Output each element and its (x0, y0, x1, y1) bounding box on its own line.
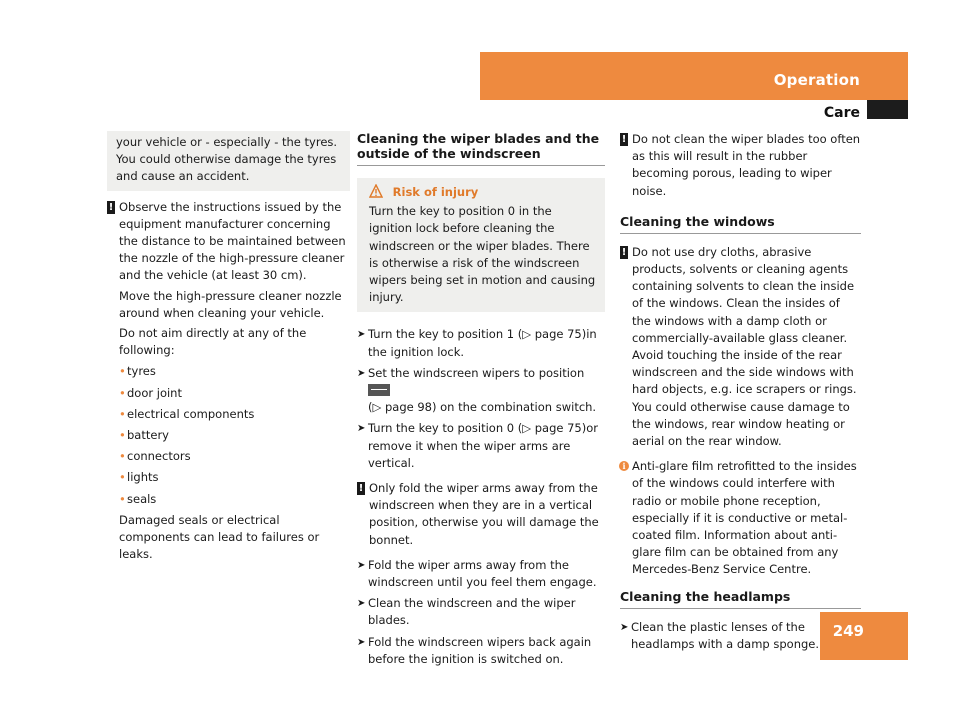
list-item (107, 385, 350, 402)
do-not-text: Do not aim directly at any of the following: (119, 326, 307, 358)
box-text: your vehicle or - especially - the tyres. You could otherwise damage the tyres and cause an accident. (116, 135, 338, 184)
list-item-label: door joint (127, 385, 182, 400)
bullet-icon: • (119, 428, 126, 443)
list-item-label: connectors (127, 449, 191, 464)
move-text: Move the high-pressure cleaner nozzle around when cleaning your vehicle. (119, 288, 342, 320)
arrow-icon: ➤ (357, 598, 366, 610)
section-heading: Cleaning the windows (620, 214, 861, 234)
steps-2 (357, 557, 605, 668)
note-text: Do not use dry cloths, abrasive products, solvents or cleaning agents containing solvents to clean the inside of the windows. Clean the insides of the windows with a damp cloth or commercially-available glass cleaner. Avoid touching the inside of the rear windscreen and the side windows with hard objects, e.g. ice scrapers or rings. You could otherwise cause damage to the windows, rear window heating or aerial on the rear window. (632, 244, 857, 449)
warning-triangle-icon (369, 184, 383, 198)
info-note (620, 458, 861, 578)
arrow-icon: ➤ (357, 367, 366, 379)
note-text: Observe the instructions issued by the equipment manufacturer concerning the distance to be maintained between the nozzle of the high-pressure cleaner and the vehicle (at least 30 cm). (119, 199, 346, 283)
chapter-marker (867, 100, 908, 119)
arrow-icon: ➤ (357, 559, 366, 571)
column-1 (107, 131, 350, 563)
exclamation-icon: ! (621, 134, 627, 145)
bullet-list (107, 363, 350, 507)
step-text: Clean the plastic lenses of the headlamps with a damp sponge. (631, 619, 820, 651)
exclamation-icon: ! (358, 483, 364, 495)
list-item-label: lights (127, 470, 159, 485)
list-item (107, 491, 350, 508)
step-text: Set the windscreen wipers to position (368, 365, 585, 380)
step-item (357, 365, 605, 417)
section-tab (480, 52, 908, 100)
exclamation-icon: ! (621, 246, 627, 258)
wiper-off-icon (368, 384, 390, 396)
list-item (107, 363, 350, 380)
warning-box (357, 178, 605, 312)
arrow-icon: ➤ (357, 329, 366, 341)
arrow-icon: ➤ (357, 423, 366, 435)
subsection-title: Care (823, 105, 860, 121)
section-heading: Cleaning the headlamps (620, 589, 861, 609)
list-item-label: seals (127, 491, 157, 506)
list-item (107, 427, 350, 444)
arrow-icon: ➤ (620, 621, 629, 633)
section-heading: Cleaning the wiper blades and the outside of the windscreen (357, 131, 605, 166)
step-text: Clean the windscreen and the wiper blades. (368, 596, 576, 628)
exclamation-icon: ! (108, 201, 114, 213)
caution-note (357, 480, 605, 549)
step-text: Fold the wiper arms away from the windscreen until you feel them engage. (368, 557, 597, 590)
list-item-label: electrical components (127, 406, 255, 421)
step-text: Turn the key to position 1 (▷ page 75)in the ignition lock. (368, 327, 597, 359)
step-item (357, 557, 605, 591)
warning-title: Risk of injury (392, 185, 479, 199)
bullet-icon: • (119, 406, 126, 421)
step-text-cont: (▷ page 98) on the combination switch. (368, 400, 597, 415)
step-text: Turn the key to position 0 (▷ page 75)or remove it when the wiper arms are vertical. (368, 421, 598, 470)
step-item (357, 420, 605, 472)
bullet-icon: • (119, 364, 126, 379)
caution-note (620, 131, 861, 200)
page-number-box (820, 612, 908, 660)
arrow-icon: ➤ (357, 636, 366, 648)
list-item-label: tyres (127, 364, 156, 379)
bullet-icon: • (119, 491, 126, 506)
warning-text: Turn the key to position 0 in the ignition lock before cleaning the windscreen or the wiper blades. There is otherwise a risk of the windscreen wipers being set in motion and causing injury. (369, 204, 596, 305)
warning-continuation-box (107, 131, 350, 191)
step-text: Fold the windscreen wipers back again before the ignition is switched on. (368, 634, 592, 666)
bullet-icon: • (119, 385, 126, 400)
list-item (107, 448, 350, 465)
note-text: Only fold the wiper arms away from the windscreen when they are in a vertical position, otherwise you will damage the bonnet. (369, 481, 599, 547)
note-text: Do not clean the wiper blades too often as this will result in the rubber becoming porous, leading to wiper noise. (632, 132, 861, 198)
list-item (107, 406, 350, 423)
damaged-text: Damaged seals or electrical components can lead to failures or leaks. (119, 512, 320, 562)
info-text: Anti-glare film retrofitted to the insides of the windows could interfere with radio or mobile phone reception, especially if it is conductive or metal-coated film. Information about anti-glare film can be obtained from any Mercedes-Benz Service Centre. (632, 459, 857, 577)
column-2 (357, 131, 605, 668)
steps-1 (357, 326, 605, 472)
page-number: 249 (832, 622, 864, 640)
list-item (107, 469, 350, 486)
section-title: Operation (773, 71, 860, 89)
bullet-icon: • (119, 449, 126, 464)
step-item (357, 595, 605, 629)
bullet-icon: • (119, 470, 126, 485)
step-item (357, 634, 605, 668)
list-item-label: battery (127, 428, 169, 443)
caution-note (620, 244, 861, 450)
step-item (357, 326, 605, 360)
caution-note (107, 199, 350, 285)
column-3 (620, 131, 861, 653)
info-icon: i (619, 461, 629, 471)
